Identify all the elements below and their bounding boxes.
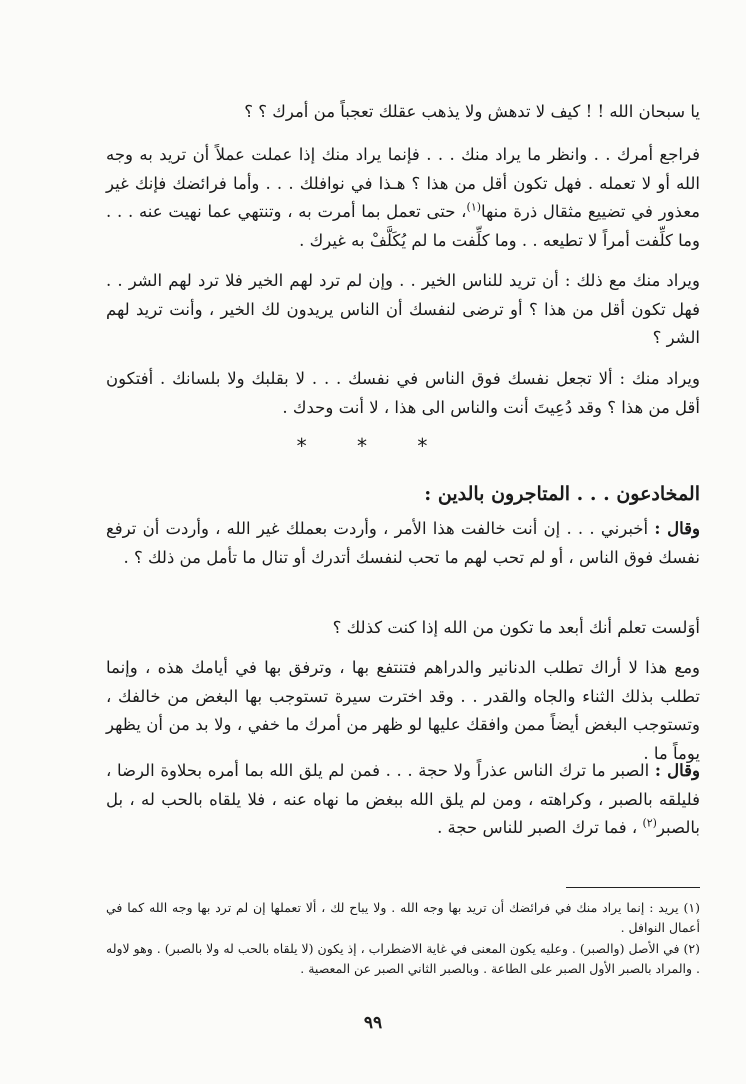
paragraph-5-text: أخبرني . . . إن أنت خالفت هذا الأمر ، وأردت بعملك غير الله ، وأردت أن ترفع نفسك فوق الناس ، أو لم تحب لهم ما تحب لنفسك أتدرك أو تنال ما تأمل من ذلك ؟ . xyxy=(106,519,700,567)
paragraph-2-text: فراجع أمرك . . وانظر ما يراد منك . . . فإنما يراد منك إذا عملت عملاً أن تريد به وجه الله أو لا تعمله . فهل تكون أقل من هذا ؟ هـذا في نوافلك . . . وأما فرائضك فإنك غير معذور في تضييع مثقال ذرة منها xyxy=(106,145,700,221)
paragraph-6-text: أوَلست تعلم أنك أبعد ما تكون من الله إذا كنت كذلك ؟ xyxy=(332,618,700,637)
page-number: ٩٩ xyxy=(363,1013,383,1033)
footnote-1: (١) يريد : إنما يراد منك في فرائضك أن تريد بها وجه الله . ولا يباح لك ، ألا تعملها إن لم ترد بها وجه الله كما في أعمال النوافل . xyxy=(106,900,700,935)
footnote-ref-1[interactable]: (١) xyxy=(466,200,482,214)
paragraph-1-text: يا سبحان الله ! ! كيف لا تدهش ولا يذهب عقلك تعجباً من أمرك ؟ ؟ xyxy=(244,102,700,121)
paragraph-4-text: ويراد منك : ألا تجعل نفسك فوق الناس في نفسك . . . لا بقلبك ولا بلسانك . أفتكون أقل من هذا ؟ وقد دُعِيتَ أنت والناس الى هذا ، لا أنت وحدك . xyxy=(106,369,700,417)
paragraph-5 xyxy=(106,515,700,572)
section-heading xyxy=(106,480,700,509)
paragraph-4 xyxy=(106,365,700,422)
paragraph-1 xyxy=(106,98,700,127)
footnote-ref-2[interactable]: (٢) xyxy=(642,816,657,830)
footnote-2: (٢) في الأصل (والصبر) . وعليه يكون المعنى في غاية الاضطراب ، إذ يكون (لا يلقاه بالحب له ولا بالصبر) . وهو لاوله . والمراد بالصبر الأول الصبر على الطاعة . وبالصبر الثاني الصبر عن المعصية . xyxy=(106,941,700,976)
paragraph-8-lead: وقال : xyxy=(654,761,700,780)
paragraph-7 xyxy=(106,654,700,768)
paragraph-3-text: ويراد منك مع ذلك : أن تريد للناس الخير . . وإن لم ترد لهم الخير فلا ترد لهم الشر . . فهل تكون أقل من هذا ؟ أو ترضى لنفسك أن الناس يريدون لك الخير ، وأنت تريد لهم الشر ؟ xyxy=(106,271,700,347)
footnote-separator xyxy=(566,887,700,888)
paragraph-7-text: ومع هذا لا أراك تطلب الدنانير والدراهم فتنتفع بها ، وترفق بها في أيامك هذه ، وإنما تطلب بذلك الثناء والجاه والقدر . . وقد اخترت سيرة تستوجب بها البغض من خالفك ، وتستوجب البغض أيضاً ممن وافقك عليها لو ظهر من أمرك ما خفي ، ولا بد من أن يظهر يوماً ما . xyxy=(106,658,700,763)
paragraph-8-text: الصبر ما ترك الناس عذراً ولا حجة . . . فمن لم يلق الله بما أمره بحلاوة الرضا ، فليلقه بالصبر ، وكراهته ، ومن لم يلق الله ببغض ما نهاه عنه ، فلا يلقاه بالحب له ، بل بالصبر xyxy=(106,761,700,837)
paragraph-2 xyxy=(106,141,700,255)
section-divider-stars: * * * xyxy=(296,434,450,458)
paragraph-8 xyxy=(106,757,700,843)
paragraph-5-lead: وقال : xyxy=(654,519,700,538)
paragraph-3 xyxy=(106,267,700,353)
paragraph-6 xyxy=(106,614,700,643)
paragraph-2-end: ، حتى تعمل بما أمرت به ، وتنتهي عما نهيت عنه . . . وما كلِّفت أمراً لا تطيعه . . وما كلِّفت ما لم يُكَلَّفْ به غيرك . xyxy=(106,202,700,250)
paragraph-8-end: ، فما ترك الصبر للناس حجة . xyxy=(437,818,643,837)
section-heading-text: المخادعون . . . المتاجرون بالدين : xyxy=(424,483,700,505)
